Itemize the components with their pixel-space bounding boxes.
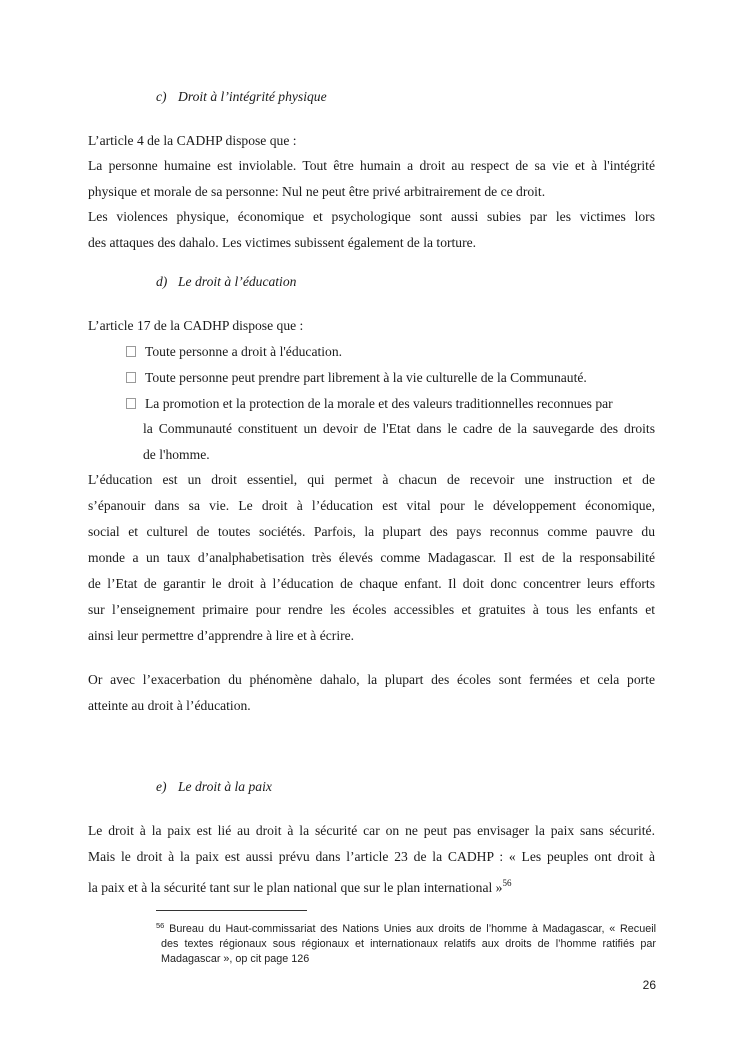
checkbox-bullet-icon xyxy=(126,346,136,357)
page-number: 26 xyxy=(642,978,656,992)
section-d-para1-line-6: sur l’enseignement primaire pour rendre les écoles accessibles et gratuites à tous les enfants et xyxy=(88,602,655,617)
section-d-intro: L’article 17 de la CADHP dispose que : xyxy=(88,318,304,333)
bullet-item-3-cont-line-2: de l'homme. xyxy=(143,447,210,462)
section-c-para-line-2: des attaques des dahalo. Les victimes subissent également de la torture. xyxy=(88,235,477,250)
section-c-intro: L’article 4 de la CADHP dispose que : xyxy=(88,133,297,148)
section-d-title: Le droit à l’éducation xyxy=(178,274,297,289)
section-d-para1-line-5: de l’Etat de garantir le droit à l’éducation de chaque enfant. Il doit donc concentrer leurs efforts xyxy=(88,576,655,591)
section-d-para2-line-1: Or avec l’exacerbation du phénomène dahalo, la plupart des écoles sont fermées et cela porte xyxy=(88,672,655,687)
section-c-marker: c) xyxy=(156,89,167,104)
section-d-para1-line-1: L’éducation est un droit essentiel, qui permet à chacun de recevoir une instruction et de xyxy=(88,472,655,487)
section-e-para-line-2: Mais le droit à la paix est aussi prévu dans l’article 23 de la CADHP : « Les peuples ont droit à xyxy=(88,849,655,864)
section-c-quote-line-2: physique et morale de sa personne: Nul ne peut être privé arbitrairement de ce droit. xyxy=(88,184,546,199)
section-d-para1-line-2: s’épanouir dans sa vie. Le droit à l’éducation est vital pour le développement économique, xyxy=(88,498,655,513)
section-c-para-line-1: Les violences physique, économique et psychologique sont aussi subies par les victimes lors xyxy=(88,209,655,224)
section-c-quote-line-1: La personne humaine est inviolable. Tout être humain a droit au respect de sa vie et à l'intégrité xyxy=(88,158,655,173)
footnote-line-3: Madagascar », op cit page 126 xyxy=(161,953,310,965)
footnote-separator xyxy=(156,910,307,911)
section-e-para-line-3 xyxy=(88,874,655,897)
section-c-heading xyxy=(156,88,327,106)
section-d-para2-line-2: atteinte au droit à l’éducation. xyxy=(88,698,251,713)
section-d-para1-line-3: social et culturel de toutes sociétés. Parfois, la plupart des pays reconnus comme pauvre du xyxy=(88,524,655,539)
section-e-para-line-1: Le droit à la paix est lié au droit à la sécurité car on ne peut pas envisager la paix sans sécurité. xyxy=(88,823,655,838)
bullet-item-3 xyxy=(126,395,655,413)
bullet-item-3-text: La promotion et la protection de la morale et des valeurs traditionnelles reconnues par xyxy=(145,396,613,411)
section-d-para1-line-4: monde a un taux d’analphabetisation très élevés comme Madagascar. Il est de la responsabilité xyxy=(88,550,655,565)
section-c-title: Droit à l’intégrité physique xyxy=(178,89,327,104)
bullet-item-1-text: Toute personne a droit à l'éducation. xyxy=(145,344,343,359)
bullet-item-2-text: Toute personne peut prendre part librement à la vie culturelle de la Communauté. xyxy=(145,370,587,385)
section-e-para-line-3-text: la paix et à la sécurité tant sur le plan national que sur le plan international » xyxy=(88,880,503,895)
section-e-title: Le droit à la paix xyxy=(178,779,272,794)
section-e-marker: e) xyxy=(156,779,167,794)
footnote-line-2: des textes régionaux sous régionaux et internationaux relatifs aux droits de l’homme ratifiés par xyxy=(161,938,656,950)
section-d-marker: d) xyxy=(156,274,168,289)
footnote-number: 56 xyxy=(156,921,165,930)
section-d-heading xyxy=(156,273,296,291)
checkbox-bullet-icon xyxy=(126,398,136,409)
section-e-heading xyxy=(156,778,272,796)
footnote-line-1 xyxy=(156,918,656,937)
bullet-item-1 xyxy=(126,343,342,361)
bullet-item-2 xyxy=(126,369,587,387)
footnote xyxy=(156,918,656,967)
checkbox-bullet-icon xyxy=(126,372,136,383)
bullet-item-3-cont-line-1: la Communauté constituent un devoir de l'Etat dans le cadre de la sauvegarde des droits xyxy=(143,421,655,436)
footnote-line-1-text: Bureau du Haut-commissariat des Nations Unies aux droits de l’homme à Madagascar, « Recueil xyxy=(169,923,657,935)
footnote-reference: 56 xyxy=(502,878,512,888)
section-d-para1-line-7: ainsi leur permettre d’apprendre à lire et à écrire. xyxy=(88,628,355,643)
